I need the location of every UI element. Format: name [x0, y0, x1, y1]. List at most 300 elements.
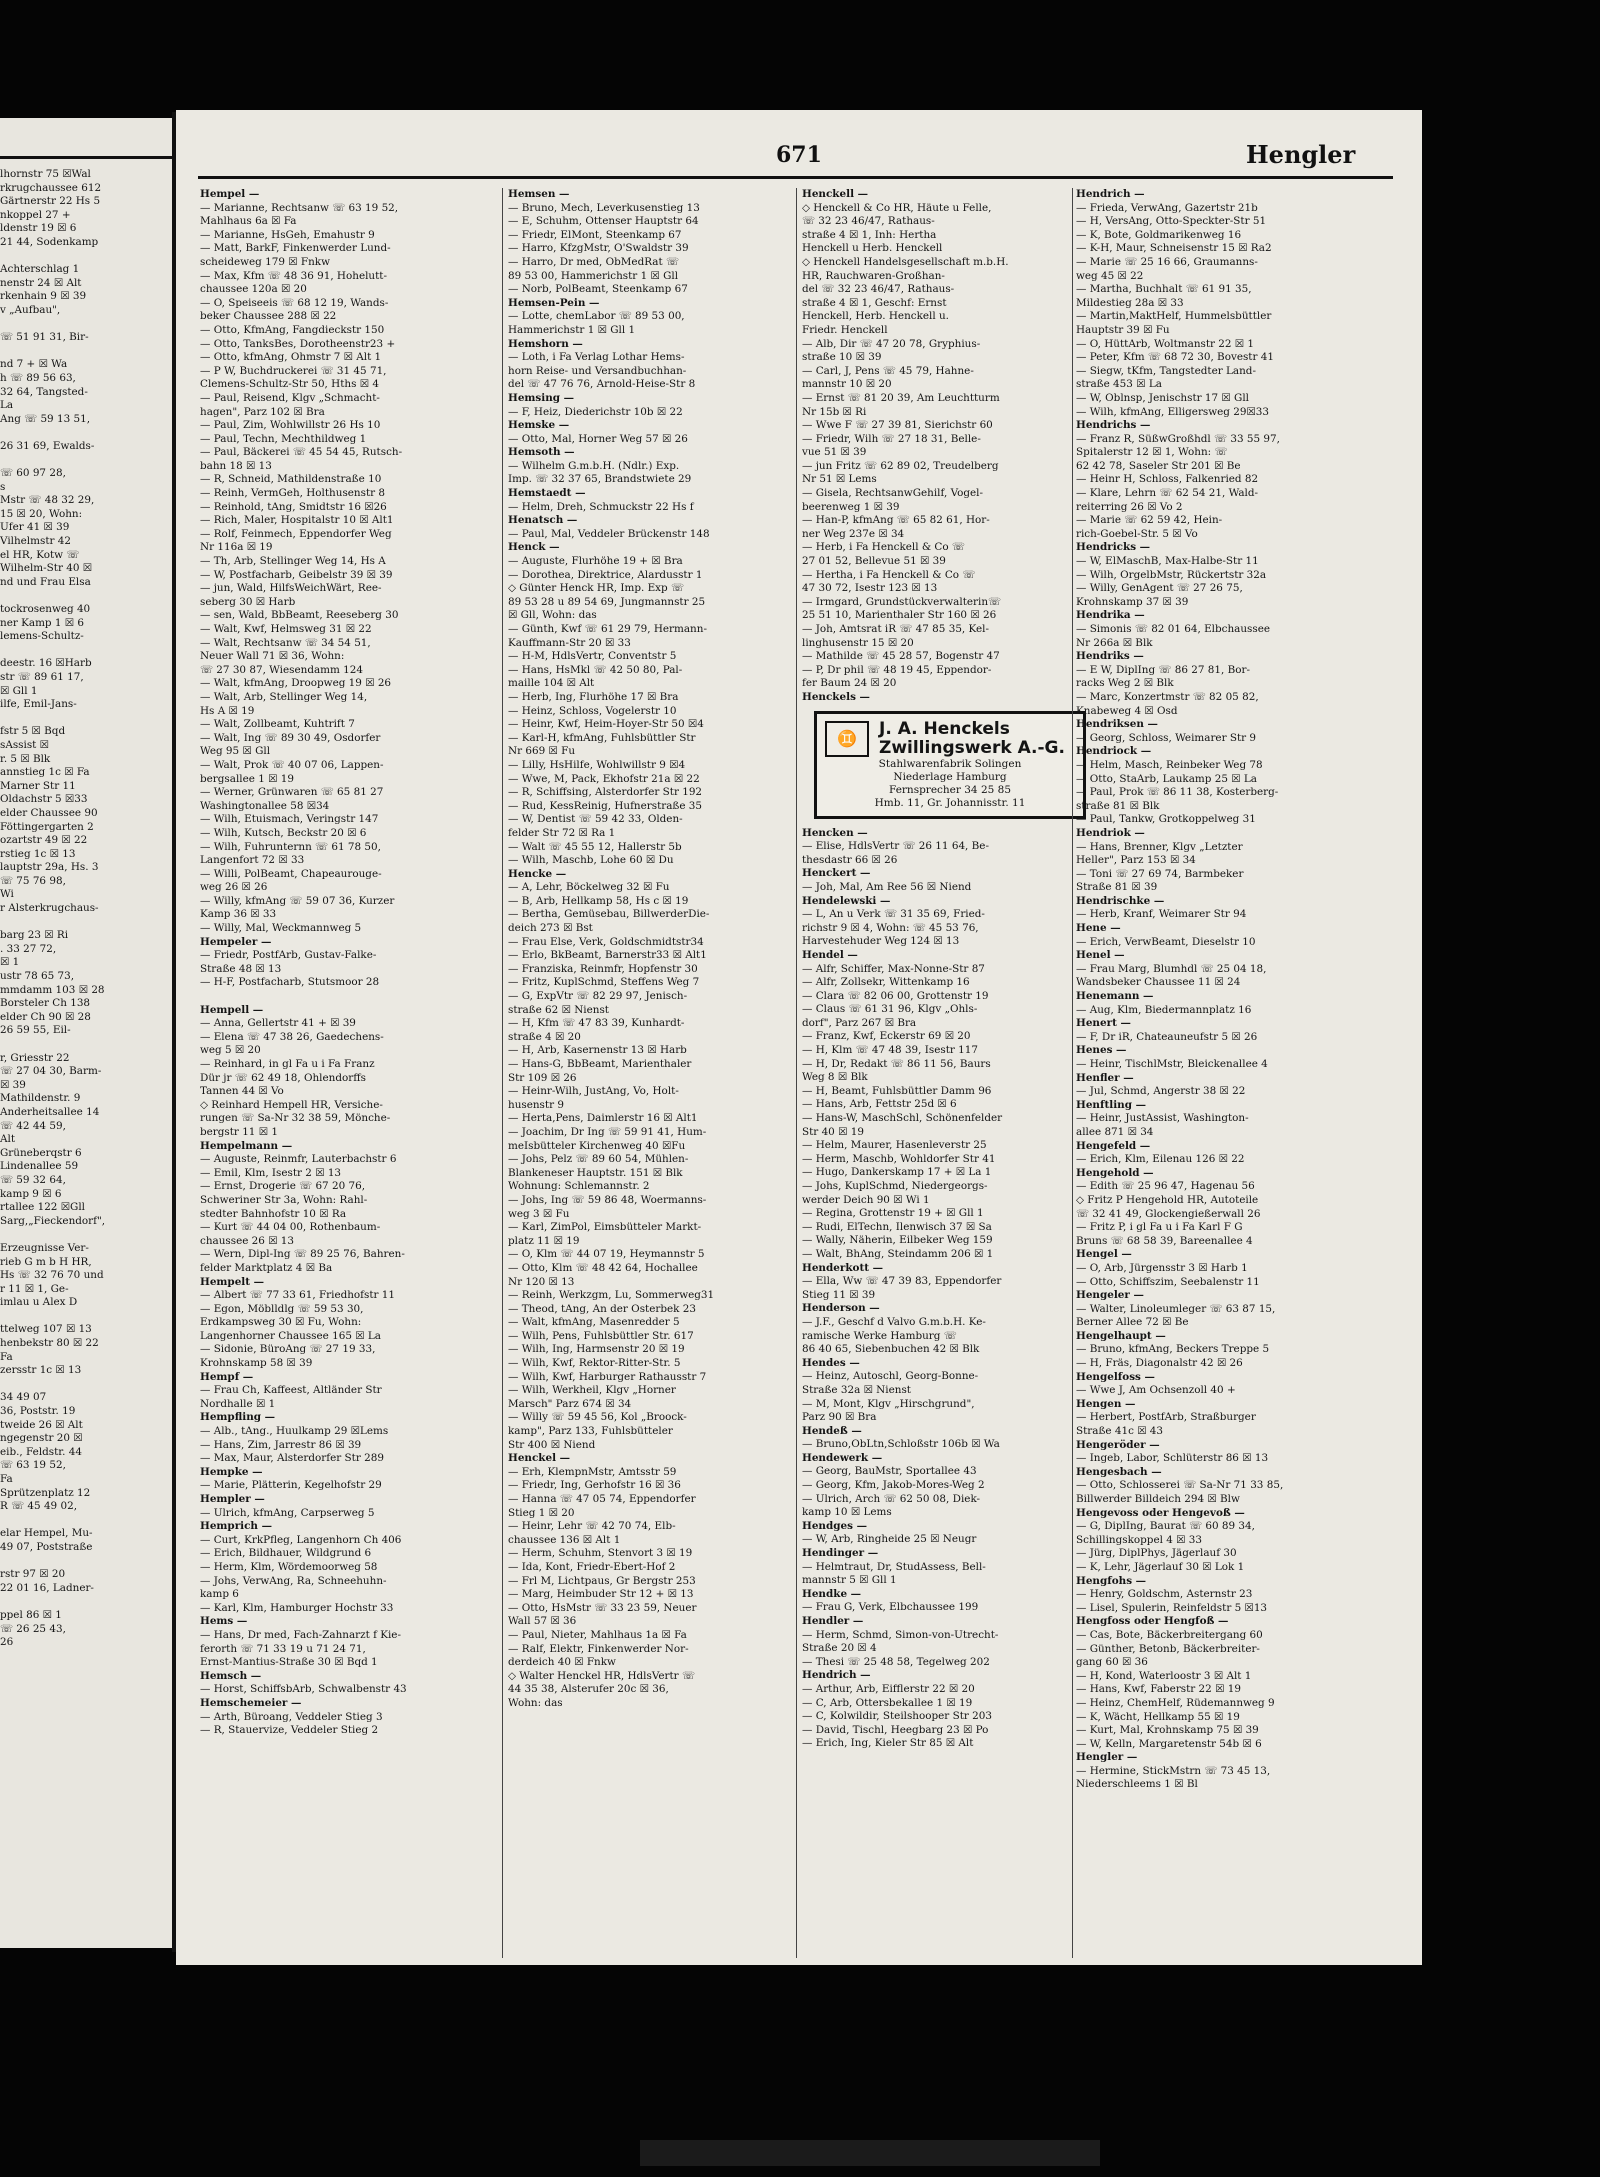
directory-entry-line: Knabeweg 4 ☒ Osd — [1076, 704, 1178, 717]
directory-entry-line: — Rolf, Feinmech, Eppendorfer Weg — [200, 527, 392, 540]
directory-entry-line: felder Str 72 ☒ Ra 1 — [508, 826, 616, 839]
directory-entry-line: Mildestieg 28a ☒ 33 — [1076, 296, 1184, 309]
left-page-line: ppel 86 ☒ 1 — [0, 1608, 62, 1621]
directory-entry-line: Weg 8 ☒ Blk — [802, 1071, 868, 1084]
directory-entry-line: Henemann — — [1076, 990, 1154, 1003]
directory-entry-line: Hengeröder — — [1076, 1438, 1160, 1451]
directory-entry-line: — David, Tischl, Heegbarg 23 ☒ Po — [802, 1723, 989, 1736]
directory-entry-line: Tannen 44 ☒ Vo — [200, 1085, 284, 1098]
directory-entry-line: — Paul, Techn, Mechthildweg 1 — [200, 432, 367, 445]
directory-entry-line: — Reinhard, in gl Fa u i Fa Franz — [200, 1058, 375, 1070]
directory-entry-line: — Otto, StaArb, Laukamp 25 ☒ La — [1076, 772, 1257, 785]
left-page-line: lhornstr 75 ☒Wal — [0, 168, 91, 180]
directory-entry-line: werder Deich 90 ☒ Wi 1 — [802, 1193, 930, 1206]
directory-entry-line: — Heinr, TischlMstr, Bleickenallee 4 — [1076, 1058, 1268, 1070]
directory-entry-line: — Hans, Kwf, Faberstr 22 ☒ 19 — [1076, 1683, 1241, 1696]
directory-entry-line: — Johs, VerwAng, Ra, Schneehuhn- — [200, 1574, 387, 1587]
left-page-line: rstr 97 ☒ 20 — [0, 1568, 66, 1581]
directory-entry-line: Hendeß — — [802, 1424, 862, 1437]
left-page-line — [0, 712, 172, 726]
directory-entry-line: — L, An u Verk ☏ 31 35 69, Fried- — [802, 908, 985, 921]
directory-entry-line: Straße 32a ☒ Nienst — [802, 1383, 911, 1396]
ad-line: Niederlage Hamburg — [893, 770, 1007, 783]
directory-entry-line: — sen, Wald, BbBeamt, Reeseberg 30 — [200, 609, 399, 622]
left-page-line: 26 59 55, Eil- — [0, 1024, 71, 1037]
directory-entry-line: — Curt, KrkPfleg, Langenhorn Ch 406 — [200, 1533, 402, 1546]
directory-entry-line: Stieg 11 ☒ 39 — [802, 1288, 876, 1301]
directory-entry-line: — Wilh, Kutsch, Beckstr 20 ☒ 6 — [200, 826, 367, 839]
left-page-line: deestr. 16 ☒Harb — [0, 657, 92, 670]
directory-entry-line: Henfler — — [1076, 1071, 1134, 1084]
directory-entry-line: richstr 9 ☒ 4, Wohn: ☏ 45 53 76, — [802, 921, 979, 934]
directory-entry-line: — Paul, Bäckerei ☏ 45 54 45, Rutsch- — [200, 446, 403, 459]
left-page-line: Marner Str 11 — [0, 779, 76, 792]
left-page-line: fstr 5 ☒ Bqd — [0, 725, 66, 738]
directory-entry-line: — Joh, Amtsrat iR ☏ 47 85 35, Kel- — [802, 623, 990, 635]
directory-entry-line: — Reinh, Werkzgm, Lu, Sommerweg31 — [508, 1289, 715, 1302]
left-page-line: 15 ☒ 20, Wohn: — [0, 507, 83, 520]
directory-entry-line: Ernst-Mantius-Straße 30 ☒ Bqd 1 — [200, 1656, 378, 1669]
directory-entry-line: — Herm, Schuhm, Stenvort 3 ☒ 19 — [508, 1547, 693, 1560]
left-page-line — [0, 1514, 172, 1528]
directory-entry-line: bahn 18 ☒ 13 — [200, 459, 272, 472]
directory-entry-line: — Kurt ☏ 44 04 00, Rothenbaum- — [200, 1221, 381, 1234]
directory-entry-line: weg 3 ☒ Fu — [508, 1207, 570, 1220]
directory-entry-line: Hencken — — [802, 826, 868, 839]
left-page-line: ☒ 39 — [0, 1078, 26, 1091]
left-page-line: Wi — [0, 888, 14, 901]
directory-entry-line: ☏ 27 30 87, Wiesendamm 124 — [200, 663, 364, 676]
directory-entry-line: — Otto, HsMstr ☏ 33 23 59, Neuer — [508, 1601, 697, 1614]
directory-entry-line: — Heinr, Lehr ☏ 42 70 74, Elb- — [508, 1520, 676, 1533]
left-page-line: elder Chaussee 90 — [0, 806, 98, 819]
directory-entry-line: Hendrischke — — [1076, 894, 1165, 907]
left-page-line: ☒ Gll 1 — [0, 684, 38, 697]
directory-entry-line: Hendriksen — — [1076, 718, 1158, 731]
directory-entry-line: weg 5 ☒ 20 — [200, 1044, 261, 1057]
left-page-line: Sarg,„Fieckendorf", — [0, 1214, 106, 1227]
directory-entry-line: Nr 120 ☒ 13 — [508, 1275, 575, 1288]
directory-entry-line: Hempelmann — — [200, 1139, 293, 1152]
directory-entry-line: — Rudi, ElTechn, Ilenwisch 37 ☒ Sa — [802, 1220, 992, 1233]
directory-entry-line: — Johs, Ing ☏ 59 86 48, Woermanns- — [508, 1193, 707, 1206]
column-1 — [200, 188, 490, 1738]
left-page-line: Alt — [0, 1133, 16, 1146]
directory-entry-line: Henckell, Herb. Henckell u. — [802, 310, 949, 323]
directory-entry-line: Hems — — [200, 1615, 248, 1628]
directory-entry-line: Henckel — — [508, 1452, 571, 1465]
directory-entry-line: — Ingeb, Labor, Schlüterstr 86 ☒ 13 — [1076, 1452, 1269, 1465]
left-page-line: str ☏ 89 61 17, — [0, 670, 84, 683]
directory-entry-line: rungen ☏ Sa-Nr 32 38 59, Mönche- — [200, 1112, 391, 1125]
directory-entry-line: Langenhorner Chaussee 165 ☒ La — [200, 1329, 381, 1342]
directory-entry-line: — E, Schuhm, Ottenser Hauptstr 64 — [508, 215, 699, 228]
directory-entry-line: Marsch" Parz 674 ☒ 34 — [508, 1397, 632, 1410]
column-4 — [1076, 188, 1396, 1792]
directory-entry-line: — Heinr H, Schloss, Falkenried 82 — [1076, 473, 1259, 486]
left-page-line: Föttingergarten 2 — [0, 820, 94, 833]
directory-entry-line: bergstr 11 ☒ 1 — [200, 1125, 278, 1138]
directory-entry-line: Clemens-Schultz-Str 50, Hths ☒ 4 — [200, 378, 379, 391]
left-page-line: rtallee 122 ☒Gll — [0, 1201, 85, 1214]
directory-entry-line: — Toni ☏ 27 69 74, Barmbeker — [1076, 867, 1244, 880]
left-page-line: eib., Feldstr. 44 — [0, 1445, 82, 1458]
directory-entry-line: 47 30 72, Isestr 123 ☒ 13 — [802, 582, 938, 595]
directory-entry-line: Hengehold — — [1076, 1166, 1154, 1179]
directory-entry-line: Hemsing — — [508, 391, 575, 404]
directory-entry-line: Straße 81 ☒ 39 — [1076, 881, 1158, 894]
directory-entry-line: ☏ 32 23 46/47, Rathaus- — [802, 215, 935, 228]
directory-entry-line: maille 104 ☒ Alt — [508, 677, 595, 690]
directory-entry-line: — Jul, Schmd, Angerstr 38 ☒ 22 — [1076, 1085, 1246, 1098]
ad-line: Fernsprecher 34 25 85 — [888, 783, 1012, 796]
directory-entry-line: — Arth, Büroang, Veddeler Stieg 3 — [200, 1710, 383, 1723]
directory-entry-line: Wandsbeker Chaussee 11 ☒ 24 — [1076, 976, 1241, 989]
directory-entry-line: Henftling — — [1076, 1098, 1146, 1111]
directory-entry-line: Hengevoss oder Hengevoß — — [1076, 1506, 1245, 1519]
directory-entry-line: racks Weg 2 ☒ Blk — [1076, 677, 1174, 690]
left-page-line: 22 01 16, Ladner- — [0, 1581, 94, 1594]
directory-entry-line: — Norb, PolBeamt, Steenkamp 67 — [508, 283, 688, 296]
left-page-line: R ☏ 45 49 02, — [0, 1500, 77, 1513]
directory-entry-line: — Th, Arb, Stellinger Weg 14, Hs A — [200, 555, 386, 568]
directory-entry-line: — Ernst ☏ 81 20 39, Am Leuchtturm — [802, 391, 1000, 404]
directory-entry-line: — J.F., Geschf d Valvo G.m.b.H. Ke- — [802, 1315, 986, 1328]
directory-entry-line: — Herb, Ing, Flurhöhe 17 ☒ Bra — [508, 690, 679, 703]
directory-entry-line: reiterring 26 ☒ Vo 2 — [1076, 500, 1183, 513]
directory-entry-line: — Friedr, PostfArb, Gustav-Falke- — [200, 949, 377, 962]
left-page-line: h ☏ 89 56 63, — [0, 371, 76, 384]
directory-entry-line: — Harro, Dr med, ObMedRat ☏ — [508, 255, 679, 268]
directory-entry-line: — Bruno, kfmAng, Beckers Treppe 5 — [1076, 1343, 1270, 1356]
directory-entry-line: — Georg, Schloss, Weimarer Str 9 — [1076, 731, 1257, 744]
directory-entry-line: Str 109 ☒ 26 — [508, 1071, 577, 1084]
left-page-line: ☏ 42 44 59, — [0, 1119, 66, 1132]
directory-entry-line: — Wilh, Etuismach, Veringstr 147 — [200, 813, 379, 826]
directory-entry-line: — Cas, Bote, Bäckerbreitergang 60 — [1076, 1628, 1263, 1641]
directory-entry-line: Bruns ☏ 68 58 39, Bareenallee 4 — [1076, 1234, 1253, 1247]
directory-entry-line: Hengeler — — [1076, 1289, 1144, 1302]
left-page-line: ☏ 75 76 98, — [0, 874, 66, 887]
directory-entry-line: — Heinr-Wilh, JustAng, Vo, Holt- — [508, 1085, 679, 1098]
directory-entry-line: beker Chaussee 288 ☒ 22 — [200, 310, 337, 323]
directory-entry-line: — Paul, Zim, Wohlwillstr 26 Hs 10 — [200, 419, 381, 432]
directory-entry-line: linghusenstr 15 ☒ 20 — [802, 636, 914, 649]
directory-entry-line: mannstr 10 ☒ 20 — [802, 378, 892, 391]
directory-entry-line: — W, Dentist ☏ 59 42 33, Olden- — [508, 813, 683, 826]
directory-entry-line: chaussee 136 ☒ Alt 1 — [508, 1533, 621, 1546]
left-page-line: r 11 ☒ 1, Ge- — [0, 1282, 69, 1295]
directory-entry-line: — Willy, kfmAng ☏ 59 07 36, Kurzer — [200, 894, 395, 907]
left-page-line: Mstr ☏ 48 32 29, — [0, 494, 95, 507]
directory-entry-line: — Lisel, Spulerin, Reinfeldstr 5 ☒13 — [1076, 1601, 1268, 1614]
directory-entry-line: horn Reise- und Versandbuchhan- — [508, 364, 687, 377]
directory-entry-line: — Willy ☏ 59 45 56, Kol „Broock- — [508, 1411, 687, 1424]
directory-entry-line: — G, DiplIng, Baurat ☏ 60 89 34, — [1076, 1520, 1255, 1533]
directory-entry-line: — Walt, Zollbeamt, Kuhtrift 7 — [200, 718, 355, 731]
page-number: 671 — [776, 142, 822, 168]
directory-entry-line: 44 35 38, Alsterufer 20c ☒ 36, — [508, 1683, 669, 1696]
left-page-line: 21 44, Sodenkamp — [0, 235, 99, 248]
directory-entry-line: ramische Werke Hamburg ☏ — [802, 1329, 957, 1342]
left-page-line: rieb G m b H HR, — [0, 1255, 92, 1268]
directory-entry-line: — Heinr, Kwf, Heim-Hoyer-Str 50 ☒4 — [508, 718, 704, 731]
directory-entry-line: Hemshorn — — [508, 337, 583, 350]
directory-entry-line: — Egon, Möblldlg ☏ 59 53 30, — [200, 1302, 364, 1315]
directory-entry-line: weg 45 ☒ 22 — [1076, 269, 1144, 282]
directory-entry-line: — R, Stauervize, Veddeler Stieg 2 — [200, 1724, 379, 1737]
directory-entry-line: Wohn: das — [508, 1696, 563, 1709]
directory-entry-line: — Max, Kfm ☏ 48 36 91, Hohelutt- — [200, 269, 387, 282]
directory-entry-line: Hendelewski — — [802, 894, 891, 907]
directory-entry-line: — M, Mont, Klgv „Hirschgrund", — [802, 1397, 975, 1410]
directory-entry-line: — Herbert, PostfArb, Straßburger — [1076, 1411, 1256, 1424]
ad-line: Stahlwarenfabrik Solingen — [878, 757, 1022, 770]
directory-entry-line: — Regina, Grottenstr 19 + ☒ Gll 1 — [802, 1207, 984, 1220]
directory-entry-line: — Otto, kfmAng, Ohmstr 7 ☒ Alt 1 — [200, 351, 382, 364]
left-page-line: Anderheitsallee 14 — [0, 1105, 100, 1118]
directory-entry-line: — Erich, Ing, Kieler Str 85 ☒ Alt — [802, 1737, 974, 1750]
directory-entry-line: — Günther, Betonb, Bäckerbreiter- — [1076, 1642, 1260, 1655]
directory-entry-line: — Dorothea, Direktrice, Alardusstr 1 — [508, 568, 703, 581]
directory-entry-line: Hemsch — — [200, 1669, 262, 1682]
left-page-line: 26 — [0, 1636, 14, 1649]
directory-entry-line: — Wally, Näherin, Eilbeker Weg 159 — [802, 1234, 993, 1247]
directory-entry-line: — Alb., tAng., Huulkamp 29 ☒Lems — [200, 1425, 389, 1438]
directory-entry-line: Kauffmann-Str 20 ☒ 33 — [508, 636, 631, 649]
directory-entry-line: — R, Schneid, Mathildenstraße 10 — [200, 473, 382, 486]
directory-entry-line: chaussee 26 ☒ 13 — [200, 1234, 295, 1247]
directory-entry-line: Hengesbach — — [1076, 1465, 1162, 1478]
left-page-line — [0, 318, 172, 332]
left-page-line: ☒ 1 — [0, 956, 20, 969]
ad-company-name: J. A. Henckels — [879, 718, 1010, 739]
directory-entry-line: Hemsoth — — [508, 446, 575, 459]
directory-entry-line: Wall 57 ☒ 36 — [508, 1615, 577, 1628]
directory-entry-line: Hencke — — [508, 867, 567, 880]
directory-entry-line: — Herm, Klm, Wördemoorweg 58 — [200, 1560, 378, 1573]
left-page-line: el HR, Kotw ☏ — [0, 548, 80, 561]
left-page-line: sAssist ☒ — [0, 738, 49, 751]
directory-entry-line: derdeich 40 ☒ Fnkw — [508, 1656, 616, 1669]
directory-entry-line: — F, Heiz, Diederichstr 10b ☒ 22 — [508, 405, 683, 418]
left-page-line: nd 7 + ☒ Wa — [0, 358, 68, 371]
directory-entry-line: Hendes — — [802, 1356, 860, 1369]
directory-entry-line: — Walt, Arb, Stellinger Weg 14, — [200, 690, 368, 703]
directory-entry-line: — H-F, Postfacharb, Stutsmoor 28 — [200, 976, 380, 989]
directory-entry-line: — Gisela, RechtsanwGehilf, Vogel- — [802, 487, 984, 500]
directory-entry-line: — Wilh, Maschb, Lohe 60 ☒ Du — [508, 854, 674, 867]
twin-figures-logo-icon: ♊ — [825, 721, 869, 757]
directory-entry-line: Hengelfoss — — [1076, 1370, 1155, 1383]
directory-entry-line: — W, ElMaschB, Max-Halbe-Str 11 — [1076, 555, 1259, 568]
directory-entry-line: Henck — — [508, 541, 560, 554]
directory-entry-line: — Helmtraut, Dr, StudAssess, Bell- — [802, 1560, 986, 1573]
directory-entry-line: meIsbütteler Kirchenweg 40 ☒Fu — [508, 1139, 686, 1152]
directory-entry-line: Krohnskamp 37 ☒ 39 — [1076, 595, 1189, 608]
directory-entry-line: — Helm, Masch, Reinbeker Weg 78 — [1076, 758, 1263, 771]
directory-entry-line: beerenweg 1 ☒ 39 — [802, 500, 900, 513]
directory-entry-line: Hendinger — — [802, 1547, 879, 1560]
directory-entry-line: Hene — — [1076, 922, 1121, 935]
directory-entry-line: — Ernst, Drogerie ☏ 67 20 76, — [200, 1180, 366, 1193]
left-page-line: nd und Frau Elsa — [0, 575, 91, 588]
directory-entry-line: — Frau Ch, Kaffeest, Altländer Str — [200, 1384, 382, 1397]
directory-entry-line: — Günth, Kwf ☏ 61 29 79, Hermann- — [508, 623, 707, 635]
directory-entry-line: — Wilh, Kwf, Rektor-Ritter-Str. 5 — [508, 1357, 681, 1370]
left-page-line — [0, 345, 172, 359]
directory-entry-line: — Claus ☏ 61 31 96, Klgv „Ohls- — [802, 1003, 978, 1016]
left-page-line: imlau u Alex D — [0, 1296, 78, 1309]
directory-entry-line: Niederschleems 1 ☒ Bl — [1076, 1778, 1198, 1791]
directory-entry-line: Hengelhaupt — — [1076, 1329, 1166, 1342]
directory-entry-line: — jun, Wald, HilfsWeichWärt, Ree- — [200, 582, 382, 595]
directory-entry-line: — R, Schiffsing, Alsterdorfer Str 192 — [508, 786, 703, 799]
left-page-line: annstieg 1c ☒ Fa — [0, 766, 90, 779]
directory-entry-line: Hempel — — [200, 188, 260, 200]
directory-entry-line: — O, Klm ☏ 44 07 19, Heymannstr 5 — [508, 1248, 705, 1261]
directory-entry-line: — E W, DiplIng ☏ 86 27 81, Bor- — [1076, 663, 1250, 676]
directory-entry-line: Heller", Parz 153 ☒ 34 — [1076, 854, 1196, 867]
directory-entry-line: — Alfr, Schiffer, Max-Nonne-Str 87 — [802, 962, 985, 975]
directory-entry-line: — Wern, Dipl-Ing ☏ 89 25 76, Bahren- — [200, 1248, 405, 1261]
directory-entry-line: — Ulrich, kfmAng, Carpserweg 5 — [200, 1506, 375, 1519]
directory-entry-line: — Wwe J, Am Ochsenzoll 40 + — [1076, 1384, 1236, 1397]
directory-entry-line: — Bruno, Mech, Leverkusenstieg 13 — [508, 201, 700, 214]
directory-entry-line: — F, Dr iR, Chateauneufstr 5 ☒ 26 — [1076, 1030, 1258, 1043]
directory-entry-line: ner Weg 237e ☒ 34 — [802, 527, 905, 540]
directory-entry-line: Henckert — — [802, 867, 871, 880]
left-page-line: Borsteler Ch 138 — [0, 997, 91, 1010]
directory-entry-line: — Karl-H, kfmAng, Fuhlsbüttler Str — [508, 731, 696, 744]
left-page-line: Ufer 41 ☒ 39 — [0, 521, 70, 534]
directory-entry-line: 89 53 00, Hammerichstr 1 ☒ Gll — [508, 269, 679, 282]
directory-entry-line: Nordhalle ☒ 1 — [200, 1397, 276, 1410]
directory-entry-line: Hengefeld — — [1076, 1139, 1151, 1152]
directory-entry-line: Dür jr ☏ 62 49 18, Ohlendorffs — [200, 1071, 366, 1084]
directory-entry-line: — jun Fritz ☏ 62 89 02, Treudelberg — [802, 459, 999, 472]
directory-entry-line: — Franz R, SüßwGroßhdl ☏ 33 55 97, — [1076, 432, 1280, 445]
directory-entry-line: — Wwe F ☏ 27 39 81, Sierichstr 60 — [802, 419, 993, 432]
directory-entry-line: — H, Kond, Waterloostr 3 ☒ Alt 1 — [1076, 1669, 1252, 1682]
directory-entry-line: Neuer Wall 71 ☒ 36, Wohn: — [200, 650, 345, 663]
directory-entry-line: — Friedr, ElMont, Steenkamp 67 — [508, 228, 682, 241]
directory-entry-line: — Wilh, OrgelbMstr, Rückertstr 32a — [1076, 568, 1267, 581]
directory-entry-line: fer Baum 24 ☒ 20 — [802, 677, 897, 690]
directory-entry-line: — Hans-G, BbBeamt, Marienthaler — [508, 1058, 692, 1070]
directory-entry-line: — Karl, ZimPol, Eimsbütteler Markt- — [508, 1221, 702, 1234]
directory-entry-line: — Loth, i Fa Verlag Lothar Hems- — [508, 351, 685, 364]
directory-entry-line: Hendewerk — — [802, 1451, 883, 1464]
directory-entry-line: Hemprich — — [200, 1520, 272, 1533]
left-page-line: ner Kamp 1 ☒ 6 — [0, 616, 85, 629]
ad-company-subname: Zwillingswerk A.-G. — [879, 737, 1065, 758]
directory-entry-line: — G, ExpVtr ☏ 82 29 97, Jenisch- — [508, 990, 688, 1003]
directory-entry-line: Hendriks — — [1076, 650, 1144, 663]
directory-entry-line: — Heinz, ChemHelf, Rüdemannweg 9 — [1076, 1696, 1275, 1709]
directory-entry-line: ◇ Fritz P Hengehold HR, Autoteile — [1076, 1193, 1259, 1206]
directory-entry-line: straße 453 ☒ La — [1076, 378, 1162, 391]
directory-entry-line: 89 53 28 u 89 54 69, Jungmannstr 25 — [508, 595, 706, 608]
directory-entry-line: kamp", Parz 133, Fuhlsbütteler — [508, 1425, 673, 1438]
directory-entry-line: — Johs, KuplSchmd, Niedergeorgs- — [802, 1180, 988, 1192]
directory-entry-line: Parz 90 ☒ Bra — [802, 1411, 877, 1424]
left-page-line: ☏ 51 91 31, Bir- — [0, 331, 89, 344]
directory-entry-line: Kamp 36 ☒ 33 — [200, 908, 277, 921]
directory-entry-line: — Albert ☏ 77 33 61, Friedhofstr 11 — [200, 1289, 396, 1302]
left-page-line: elder Ch 90 ☒ 28 — [0, 1010, 91, 1023]
directory-entry-line: — Martin,MaktHelf, Hummelsbüttler — [1076, 310, 1272, 323]
directory-entry-line: Hempfling — — [200, 1411, 276, 1424]
directory-entry-line: — Herm, Schmd, Simon-von-Utrecht- — [802, 1628, 999, 1641]
directory-entry-line: Hendler — — [802, 1615, 864, 1627]
directory-entry-line: — Paul, Mal, Veddeler Brückenstr 148 — [508, 527, 710, 540]
directory-entry-line: del ☏ 32 23 46/47, Rathaus- — [802, 283, 955, 296]
directory-entry-line: Nr 266a ☒ Blk — [1076, 636, 1153, 649]
directory-entry-line: — Frau Else, Verk, Goldschmidtstr34 — [508, 935, 704, 948]
directory-entry-line: — Walt, Ing ☏ 89 30 49, Osdorfer — [200, 731, 381, 744]
directory-entry-line: — H, Klm ☏ 47 48 39, Isestr 117 — [802, 1044, 978, 1057]
directory-entry-line: — Theod, tAng, An der Osterbek 23 — [508, 1302, 696, 1315]
left-page-line: 34 49 07 — [0, 1391, 47, 1404]
directory-entry-line: — Harro, KfzgMstr, O'Swaldstr 39 — [508, 242, 689, 255]
directory-entry-line: — K-H, Maur, Schneisenstr 15 ☒ Ra2 — [1076, 242, 1272, 255]
directory-entry-line: Hemsen-Pein — — [508, 296, 600, 309]
directory-entry-line: — Erich, Bildhauer, Wildgrund 6 — [200, 1547, 372, 1560]
directory-entry-line: seberg 30 ☒ Harb — [200, 595, 296, 608]
directory-entry-line: — Henry, Goldschm, Asternstr 23 — [1076, 1588, 1253, 1601]
directory-entry-line: 86 40 65, Siebenbuchen 42 ☒ Blk — [802, 1343, 980, 1356]
directory-entry-line: bergsallee 1 ☒ 19 — [200, 772, 294, 785]
directory-entry-line: — Alb, Dir ☏ 47 20 78, Gryphius- — [802, 337, 981, 350]
left-page-line: rstieg 1c ☒ 13 — [0, 847, 76, 860]
left-page-line — [0, 453, 172, 467]
directory-entry-line: — Elena ☏ 47 38 26, Gaedechens- — [200, 1030, 384, 1043]
directory-entry-line: — Siegw, tKfm, Tangstedter Land- — [1076, 364, 1256, 377]
directory-entry-line: ☏ 32 41 49, Glockengießerwall 26 — [1076, 1207, 1261, 1220]
directory-entry-line: allee 871 ☒ 34 — [1076, 1125, 1154, 1138]
left-page-line: ldenstr 19 ☒ 6 — [0, 222, 77, 235]
directory-entry-line: stedter Bahnhofstr 10 ☒ Ra — [200, 1207, 347, 1220]
directory-entry-line: — Joachim, Dr Ing ☏ 59 91 41, Hum- — [508, 1125, 707, 1138]
directory-entry-line: Nr 116a ☒ 19 — [200, 541, 273, 554]
left-page-line: rkrugchaussee 612 — [0, 181, 102, 194]
directory-entry-line: straße 62 ☒ Nienst — [508, 1003, 609, 1016]
directory-entry-line: — Erh, KlempnMstr, Amtsstr 59 — [508, 1465, 677, 1478]
left-page-line: ☏ 27 04 30, Barm- — [0, 1065, 102, 1078]
directory-entry-line: — Ella, Ww ☏ 47 39 83, Eppendorfer — [802, 1275, 1002, 1288]
left-page-line: Vilhelmstr 42 — [0, 535, 71, 548]
directory-entry-line: — Ralf, Elektr, Finkenwerder Nor- — [508, 1642, 689, 1655]
directory-entry-line: weg 26 ☒ 26 — [200, 881, 268, 894]
directory-entry-line: — Reinhold, tAng, Smidtstr 16 ☒26 — [200, 500, 387, 513]
directory-entry-line: — Otto, Schiffszim, Seebalenstr 11 — [1076, 1275, 1260, 1288]
directory-entry-line: — W, Postfacharb, Geibelstr 39 ☒ 39 — [200, 568, 393, 581]
directory-entry-line: — A, Lehr, Böckelweg 32 ☒ Fu — [508, 881, 670, 894]
directory-entry-line: mannstr 5 ☒ Gll 1 — [802, 1574, 897, 1587]
directory-entry-line: — Auguste, Reinmfr, Lauterbachstr 6 — [200, 1153, 397, 1166]
directory-entry-line: — Clara ☏ 82 06 00, Grottenstr 19 — [802, 989, 989, 1002]
directory-entry-line: Henckell — — [802, 188, 869, 200]
left-page-line: 49 07, Poststraße — [0, 1540, 93, 1553]
directory-entry-line: — Hans, Dr med, Fach-Zahnarzt f Kie- — [200, 1628, 401, 1641]
directory-entry-line: — Helm, Maurer, Hasenleverstr 25 — [802, 1139, 987, 1152]
left-page-line: barg 23 ☒ Ri — [0, 929, 69, 942]
directory-entry-line: — Wilh, Werkheil, Klgv „Horner — [508, 1384, 676, 1397]
directory-entry-line: — Fritz, KuplSchmd, Steffens Weg 7 — [508, 976, 700, 989]
directory-entry-line: — Frau Marg, Blumhdl ☏ 25 04 18, — [1076, 962, 1267, 975]
directory-entry-line: 62 42 78, Saseler Str 201 ☒ Be — [1076, 459, 1241, 472]
